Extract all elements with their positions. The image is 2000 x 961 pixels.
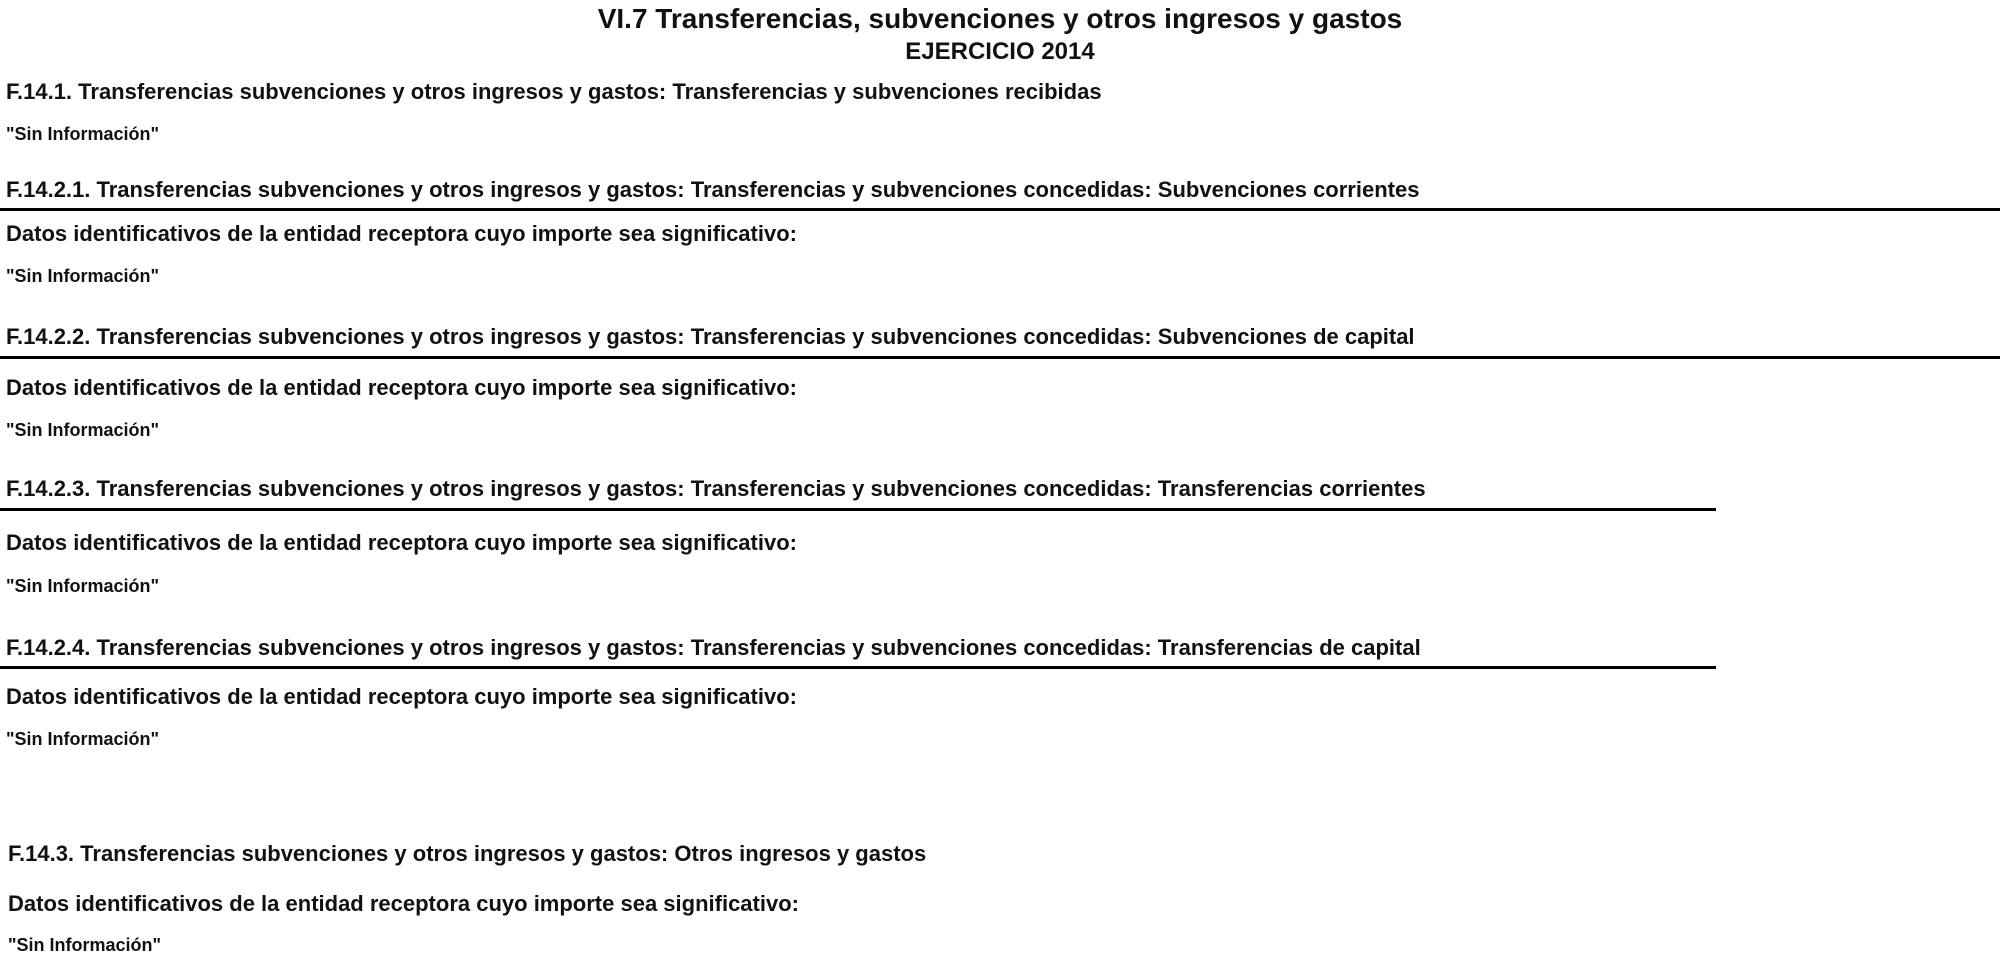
section-divider xyxy=(0,508,1716,511)
section-heading-f14-3: F.14.3. Transferencias subvenciones y otros ingresos y gastos: Otros ingresos y gastos xyxy=(8,841,927,866)
section-divider xyxy=(0,208,2000,211)
section-divider xyxy=(0,356,2000,359)
page-title: VI.7 Transferencias, subvenciones y otros ingresos y gastos xyxy=(597,3,1403,34)
section-note-f14-2-3: "Sin Información" xyxy=(6,576,160,596)
section-divider xyxy=(0,666,1716,669)
section-heading-f14-2-4: F.14.2.4. Transferencias subvenciones y otros ingresos y gastos: Transferencias y subvenciones concedidas: Transferencias de capital xyxy=(6,635,1421,660)
page-subtitle: EJERCICIO 2014 xyxy=(905,38,1095,65)
section-subheading-f14-2-3: Datos identificativos de la entidad receptora cuyo importe sea significativo: xyxy=(6,530,797,555)
section-heading-f14-1: F.14.1. Transferencias subvenciones y otros ingresos y gastos: Transferencias y subvenciones recibidas xyxy=(6,79,1102,104)
section-note-f14-2-1: "Sin Información" xyxy=(6,266,160,286)
section-subheading-f14-2-2: Datos identificativos de la entidad receptora cuyo importe sea significativo: xyxy=(6,375,797,400)
section-heading-f14-2-3: F.14.2.3. Transferencias subvenciones y otros ingresos y gastos: Transferencias y subvenciones concedidas: Transferencias corrientes xyxy=(6,476,1426,501)
section-heading-f14-2-1: F.14.2.1. Transferencias subvenciones y otros ingresos y gastos: Transferencias y subvenciones concedidas: Subvenciones corrientes xyxy=(6,177,1420,202)
section-note-f14-1: "Sin Información" xyxy=(6,124,160,144)
section-heading-f14-2-2: F.14.2.2. Transferencias subvenciones y otros ingresos y gastos: Transferencias y subvenciones concedidas: Subvenciones de capital xyxy=(6,324,1415,349)
section-note-f14-3: "Sin Información" xyxy=(8,935,162,955)
section-subheading-f14-2-4: Datos identificativos de la entidad receptora cuyo importe sea significativo: xyxy=(6,684,797,709)
section-subheading-f14-2-1: Datos identificativos de la entidad receptora cuyo importe sea significativo: xyxy=(6,221,797,246)
section-subheading-f14-3: Datos identificativos de la entidad receptora cuyo importe sea significativo: xyxy=(8,891,799,916)
section-note-f14-2-2: "Sin Información" xyxy=(6,420,160,440)
section-note-f14-2-4: "Sin Información" xyxy=(6,729,160,749)
